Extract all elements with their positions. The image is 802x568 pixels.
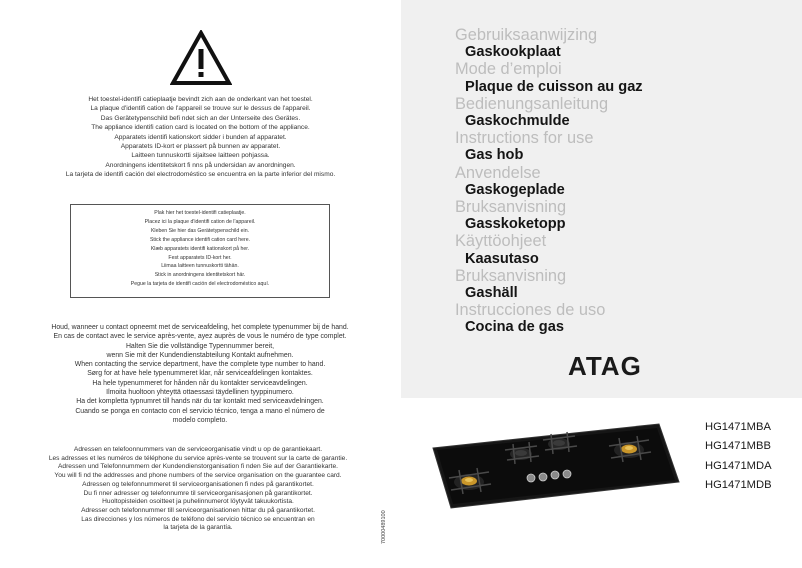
- id-card-text-line: La tarjeta de identifi cación del electrodoméstico se encuentra en la parte inferior del mismo.: [65, 171, 336, 179]
- model-number-line: HG1471MBA: [705, 421, 771, 433]
- service-address-text: [4, 446, 392, 533]
- model-number-line: HG1471MDA: [705, 459, 772, 472]
- model-number-list: [705, 418, 772, 495]
- id-card-text-line: La plaque d'identifi cation de l'appareil se trouve sur le dessus de l'appareil.: [90, 105, 311, 113]
- warning-triangle-icon: [170, 30, 232, 86]
- id-card-sticker-box: [70, 204, 330, 298]
- address-text-line: Adresser och telefonnummer till serviceorganisationen hittar du på garantikortet.: [81, 506, 315, 514]
- manual-language-title: Anvendelse: [455, 163, 541, 182]
- contact-text-line: Ha hele typenummeret for hånden når du kontakter serviceavdelingen.: [92, 379, 308, 387]
- contact-text-line: When contacting the service department, have the complete type number to hand.: [74, 361, 326, 369]
- address-text-line: Las direcciones y los números de teléfono del servicio técnico se encuentran en: [81, 515, 315, 523]
- id-card-text-line: Das Gerätetypenschild befi ndet sich an der Unterseite des Gerätes.: [100, 114, 301, 122]
- sticker-box-text-line: Stick in anordningens identitetskort här.: [154, 272, 246, 279]
- contact-text-line: Sørg for at have hele typenummeret klar, når serviceafdelingen kontaktes.: [87, 370, 313, 378]
- contact-text-line: Cuando se ponga en contacto con el servicio técnico, tenga a mano el número de: [75, 407, 325, 415]
- manual-title-list: [455, 27, 643, 337]
- sticker-box-text-line: Fest apparatets ID-kort her.: [168, 254, 232, 261]
- id-card-text-line: Het toestel-identifi catieplaatje bevindt zich aan de onderkant van het toestel.: [88, 96, 313, 103]
- manual-language-title: Gebruiksaanwijzing: [455, 26, 598, 44]
- address-text-line: Huoltopisteiden osoitteet ja puhelinnumerot löytyvät takuukortista.: [102, 498, 294, 506]
- manual-product-name: Cocina de gas: [465, 319, 564, 336]
- manual-product-name: Kaasutaso: [465, 250, 539, 267]
- sticker-box-text-line: Stick the appliance identifi cation card here.: [149, 236, 251, 243]
- sticker-box-text-line: Plak hier het toestel-identifi catieplaatje.: [154, 210, 246, 216]
- document-code: 70000489100: [381, 510, 387, 544]
- model-number-line: HG1471MBB: [705, 440, 771, 453]
- cover-panel: [401, 0, 802, 398]
- manual-language-title: Instrucciones de uso: [455, 301, 606, 320]
- brand-logo: ATAG: [568, 351, 642, 381]
- manual-language-title: Instructions for use: [455, 129, 594, 148]
- manual-language-title: Bruksanvisning: [455, 198, 567, 217]
- contact-text-line: wenn Sie mit der Kundendienstabteilung Kontakt aufnehmen.: [106, 351, 294, 359]
- id-card-text-line: The appliance identifi cation card is located on the bottom of the appliance.: [91, 124, 310, 132]
- address-text-line: la tarjeta de la garantía.: [163, 524, 233, 532]
- manual-product-name: Gaskogeplade: [465, 181, 565, 198]
- address-text-line: Adressen og telefonnummeret til serviceorganisationen fi ndes på garantikortet.: [82, 480, 314, 488]
- manual-product-name: Gashäll: [465, 285, 518, 302]
- contact-text-line: En cas de contact avec le service après-vente, ayez auprès de vous le numéro de type complet.: [53, 333, 347, 341]
- address-text-line: Du fi nner adresser og telefonnumre til serviceorganisasjonen på garantikortet.: [83, 489, 313, 497]
- manual-language-title: Mode d’emploi: [455, 60, 562, 79]
- id-card-text-line: Apparatets ID-kort er plassert på bunnen av apparatet.: [120, 143, 281, 151]
- address-text-line: Adressen en telefoonnummers van de serviceorganisatie vindt u op de garantiekaart.: [73, 446, 323, 453]
- address-text-line: Les adresses et les numéros de téléphone du service après-vente se trouvent sur la carte de garantie.: [48, 454, 348, 462]
- contact-text-line: Houd, wanneer u contact opneemt met de serviceafdeling, het complete typenummer bij de hand.: [51, 324, 349, 331]
- manual-product-name: Gaskochmulde: [465, 113, 570, 130]
- manual-language-title: Käyttöohjeet: [455, 232, 547, 251]
- id-card-text-line: Anordningens identitetskort fi nns på undersidan av anordningen.: [105, 161, 296, 169]
- manual-product-name: Gasskoketopp: [465, 216, 566, 233]
- contact-text-line: Ha det kompletta typnumret till hands när du tar kontakt med serviceavdelningen.: [76, 398, 324, 406]
- address-text-line: Adressen und Telefonnummern der Kundendienstorganisation fi nden Sie auf der Garantiekarte.: [58, 463, 338, 471]
- manual-product-name: Plaque de cuisson au gaz: [465, 78, 643, 95]
- right-page: [401, 0, 802, 568]
- contact-text-line: Halten Sie die vollständige Typennummer bereit,: [125, 342, 275, 350]
- sticker-box-text-line: Klæb apparatets identifi kationskort på her.: [150, 245, 250, 252]
- id-card-location-text: [8, 95, 393, 180]
- sticker-box-text-line: Placez ici la plaque d'identifi cation de l'appareil.: [144, 218, 256, 225]
- contact-text-line: modelo completo.: [172, 416, 228, 424]
- contact-text-line: Ilmoita huoltoon yhteyttä ottaessasi täydellinen tyyppinumero.: [106, 389, 294, 397]
- sticker-box-text-line: Liimaa laitteen tunnuskortti tähän.: [161, 263, 239, 270]
- manual-language-title: Bruksanvisning: [455, 266, 567, 285]
- id-card-text-line: Apparatets identifi kationskort sidder i bunden af apparatet.: [114, 133, 287, 141]
- sticker-box-text-line: Pegue la tarjeta de identifi cación del electrodoméstico aquí.: [130, 281, 270, 288]
- gas-hob-image: [429, 420, 681, 512]
- id-card-text-line: Laitteen tunnuskortti sijaitsee laitteen pohjassa.: [131, 152, 270, 160]
- manual-product-name: Gas hob: [465, 147, 524, 164]
- sticker-box-text-line: Kleben Sie hier das Gerätetypenschild ein.: [150, 227, 250, 234]
- service-contact-text: [4, 323, 396, 425]
- manual-language-title: Bedienungsanleitung: [455, 94, 609, 113]
- manual-product-name: Gaskookplaat: [465, 44, 561, 61]
- model-number-line: HG1471MDB: [705, 478, 772, 491]
- address-text-line: You will fi nd the addresses and phone numbers of the service organisation on the guarantee card.: [54, 472, 342, 480]
